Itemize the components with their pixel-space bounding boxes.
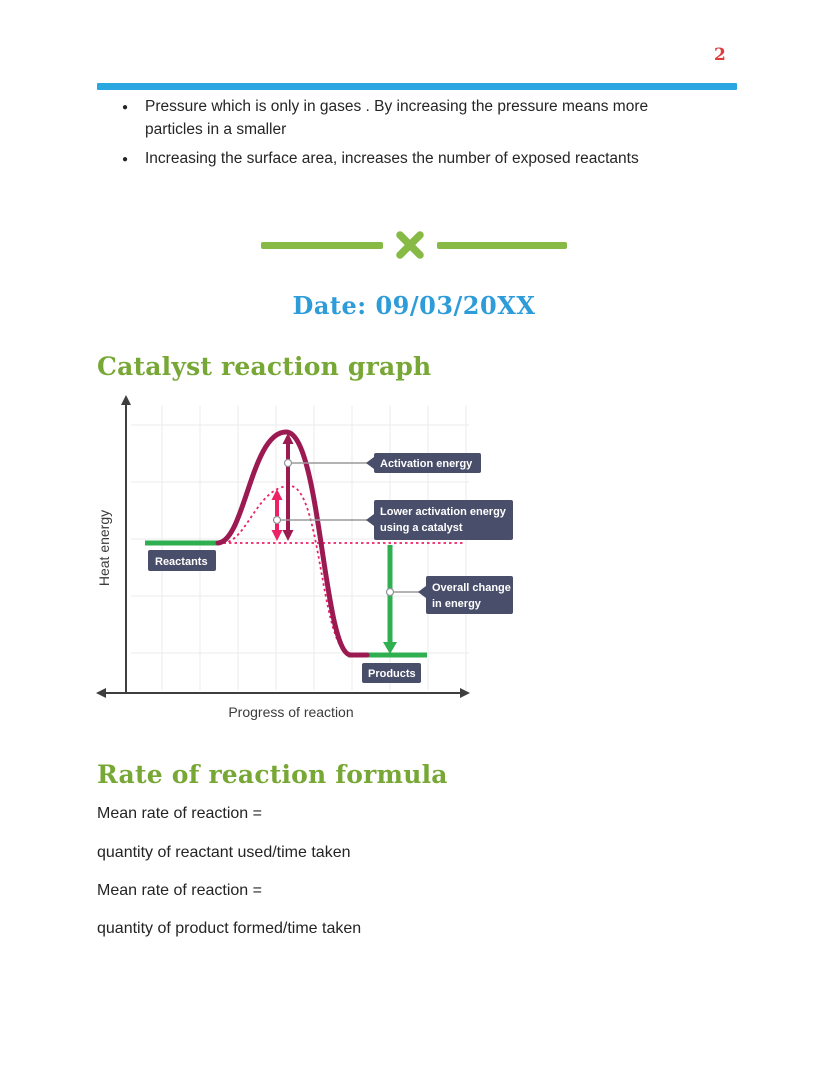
page-number: 2 [714,45,726,65]
energy-profile-chart [95,392,515,730]
rate-section-heading: Rate of reaction formula [97,760,448,789]
y-axis-title: Heat energy [96,509,112,587]
lower-activation-energy-arrow [272,489,283,541]
divider-line-left [261,242,383,249]
formula-line: Mean rate of reaction = [97,882,262,899]
divider-line-right [437,242,567,249]
x-axis [96,688,470,698]
svg-text:Lower activation energy: Lower activation energy [380,506,506,518]
bullet-item: ● Increasing the surface area, increases the number of exposed reactants [97,148,667,171]
catalyst-section-heading: Catalyst reaction graph [97,352,432,381]
bullet-item: ● Pressure which is only in gases . By increasing the pressure means more particles in a smaller [97,96,667,141]
activation-energy-label [366,453,481,473]
svg-text:Activation energy: Activation energy [380,458,473,470]
svg-text:in energy: in energy [432,598,481,610]
formula-line: quantity of reactant used/time taken [97,844,351,861]
formula-line: Mean rate of reaction = [97,805,262,822]
reactants-label [148,550,216,571]
x-icon [394,229,426,261]
top-rule-divider [97,83,737,90]
overall-change-arrow [383,545,397,654]
svg-text:Products: Products [368,668,416,680]
svg-text:Reactants: Reactants [155,556,208,568]
date-line: Date: 09/03/20XX [292,291,536,320]
intro-bullet-list [97,96,667,178]
lower-activation-energy-label [366,500,513,540]
formula-line: quantity of product formed/time taken [97,920,362,937]
svg-text:using a catalyst: using a catalyst [380,522,463,534]
section-divider [0,229,828,261]
x-axis-title: Progress of reaction [228,704,354,720]
overall-change-label [418,576,513,614]
products-label [362,663,421,683]
y-axis [121,395,131,693]
catalyst-reaction-graph [95,392,515,730]
svg-text:Overall change: Overall change [432,582,511,594]
